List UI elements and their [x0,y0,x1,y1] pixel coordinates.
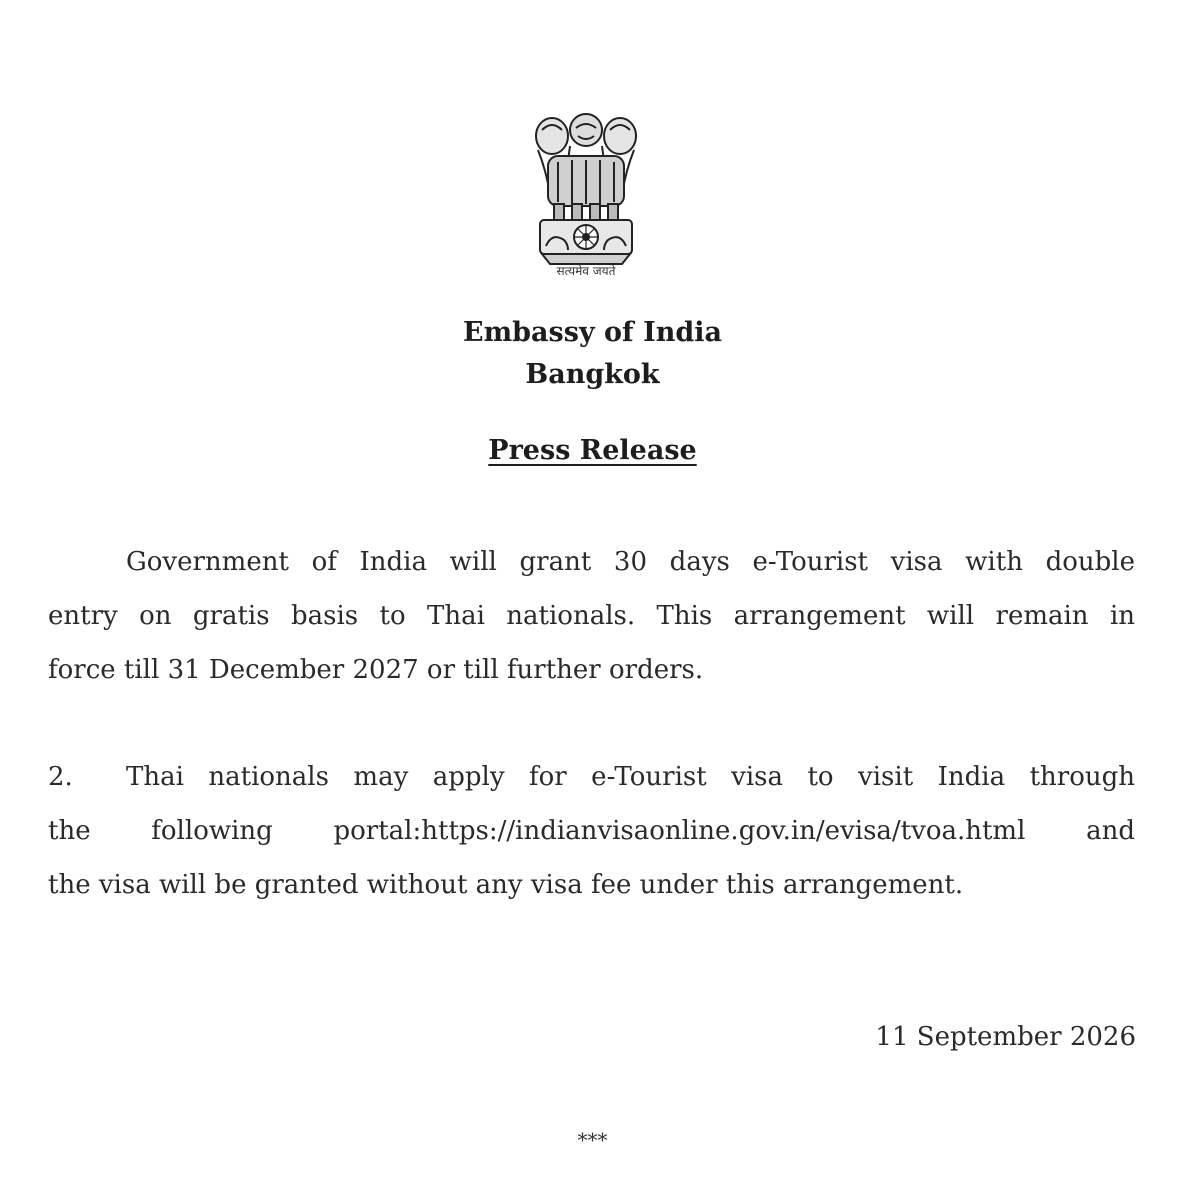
end-mark: *** [577,1128,608,1152]
paragraph-1-line: Government of India will grant 30 days e-Tourist visa with double [126,547,1135,577]
paragraph-2 [48,750,1135,912]
paragraph-number: 2. [48,762,73,792]
document-title: Press Release [488,435,697,466]
organization-name: Embassy of India [463,317,722,348]
emblem-motto: सत्यमेव जयते [556,264,616,278]
paragraph-2-portal-line: the following portal:https://indianvisaonline.gov.in/evisa/tvoa.html and [48,816,1135,846]
paragraph-2-first-line [48,750,1135,804]
paragraph-1 [48,535,1135,697]
paragraph-1-line: force till 31 December 2027 or till further orders. [48,655,704,685]
paragraph-1-line: entry on gratis basis to Thai nationals. This arrangement will remain in [48,601,1135,631]
paragraph-2-line: the visa will be granted without any visa fee under this arrangement. [48,870,964,900]
organization-location: Bangkok [525,359,660,390]
paragraph-2-line: Thai nationals may apply for e-Tourist visa to visit India through [126,762,1135,792]
release-date: 11 September 2026 [875,1022,1136,1052]
national-emblem-icon [528,100,644,280]
